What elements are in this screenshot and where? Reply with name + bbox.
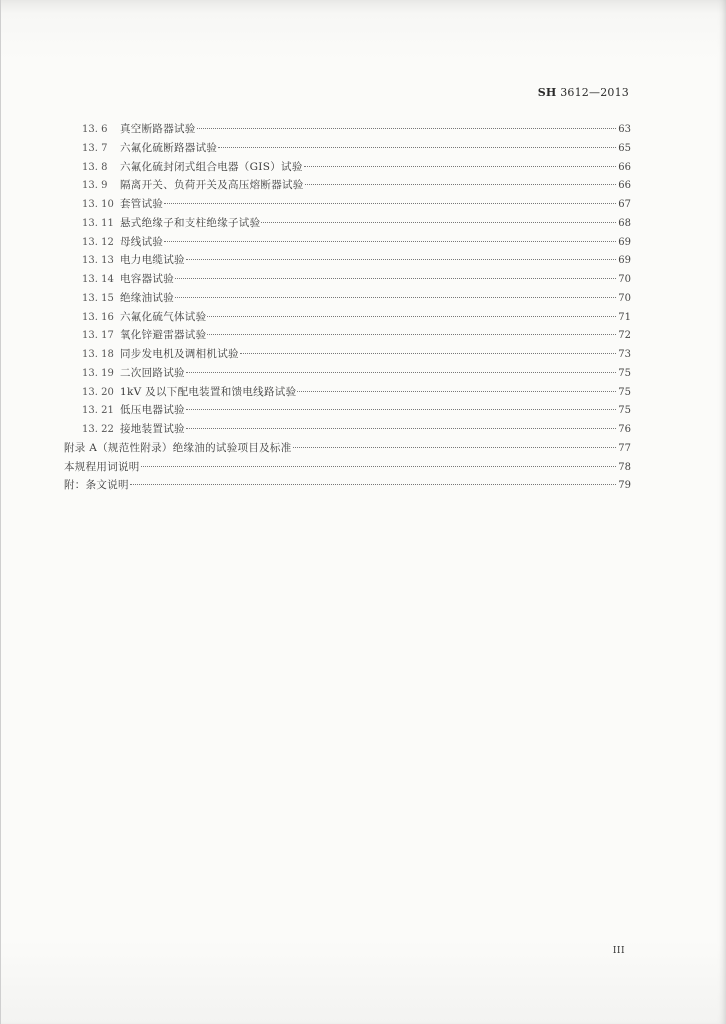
- toc-leader-dots: [130, 484, 616, 485]
- toc-entry-number: 13. 7: [82, 142, 108, 154]
- toc-entry[interactable]: [64, 421, 631, 440]
- toc-entry-page: 63: [618, 124, 631, 135]
- toc-entry-title: 接地装置试验: [120, 423, 185, 435]
- toc-entry-number: 13. 18: [82, 349, 114, 360]
- toc-entry-title: 六氟化硫断路器试验: [120, 141, 218, 154]
- toc-leader-dots: [305, 184, 616, 185]
- toc-entry-page: 67: [618, 199, 631, 210]
- toc-leader-dots: [297, 391, 616, 392]
- toc-entry-page: 76: [618, 424, 631, 435]
- toc-leader-dots: [293, 447, 616, 448]
- toc-entry-number: 13. 13: [82, 255, 114, 267]
- toc-entry-page: 78: [618, 461, 631, 473]
- standard-code: SH: [537, 86, 557, 99]
- toc-leader-dots: [186, 372, 616, 373]
- toc-entry-page: 65: [618, 142, 631, 154]
- toc-entry-page: 70: [618, 292, 631, 304]
- toc-entry-title: 母线试验: [120, 235, 164, 248]
- toc-leader-dots: [304, 166, 616, 167]
- toc-leader-dots: [218, 147, 616, 148]
- toc-entry-number: 13. 21: [82, 405, 114, 417]
- toc-entry[interactable]: [64, 327, 631, 346]
- toc-leader-dots: [197, 128, 616, 129]
- toc-leader-dots: [141, 466, 616, 467]
- toc-entry-title: 1kV 及以下配电装置和馈电线路试验: [120, 385, 297, 398]
- toc-entry-number: 13. 19: [82, 367, 114, 379]
- toc-leader-dots: [175, 278, 616, 279]
- toc-entry-number: 13. 9: [82, 180, 108, 192]
- toc-leader-dots: [186, 409, 616, 410]
- toc-entry-title: 电容器试验: [120, 273, 174, 285]
- toc-entry-page: 69: [618, 236, 631, 248]
- page-number: III: [612, 946, 625, 956]
- toc-leader-dots: [207, 334, 616, 335]
- toc-entry[interactable]: [64, 234, 631, 253]
- toc-entry-page: 73: [618, 349, 631, 360]
- toc-entry-number: 13. 15: [82, 292, 114, 304]
- toc-entry[interactable]: [64, 252, 631, 271]
- toc-entry-title: 本规程用词说明: [64, 460, 140, 473]
- toc-entry-page: 79: [618, 480, 631, 492]
- toc-entry[interactable]: [64, 121, 631, 140]
- toc-entry-page: 66: [618, 180, 631, 192]
- toc-entry-page: 71: [618, 311, 631, 323]
- toc-leader-dots: [207, 316, 616, 317]
- toc-entry-title: 悬式绝缘子和支柱绝缘子试验: [120, 216, 261, 229]
- toc-entry-wording[interactable]: [64, 459, 631, 478]
- page-header: [538, 86, 629, 99]
- toc-entry-appendix[interactable]: [64, 440, 631, 459]
- toc-leader-dots: [175, 297, 616, 298]
- toc-entry[interactable]: [64, 177, 631, 196]
- toc-entry-number: 13. 10: [82, 199, 114, 210]
- toc-entry-number: 13. 8: [82, 161, 108, 173]
- toc-entry-title: 氧化锌避雷器试验: [120, 329, 207, 342]
- toc-leader-dots: [164, 203, 616, 204]
- toc-entry-page: 70: [618, 274, 631, 285]
- toc-entry-title: 同步发电机及调相机试验: [120, 348, 239, 360]
- toc-entry-title: 绝缘油试验: [120, 291, 174, 304]
- toc-entry[interactable]: [64, 290, 631, 309]
- toc-leader-dots: [186, 428, 616, 429]
- toc-entry-number: 13. 11: [82, 217, 114, 229]
- toc-entry-page: 72: [618, 330, 631, 342]
- toc-entry-title: 六氟化硫气体试验: [120, 310, 207, 323]
- toc-entry-number: 13. 6: [82, 124, 108, 135]
- toc-entry[interactable]: [64, 346, 631, 365]
- toc-entry[interactable]: [64, 365, 631, 384]
- toc-entry-page: 75: [618, 367, 631, 379]
- toc-entry[interactable]: [64, 271, 631, 290]
- toc-entry[interactable]: [64, 402, 631, 421]
- toc-entry-page: 69: [618, 255, 631, 267]
- toc-entry-number: 13. 20: [82, 386, 114, 398]
- toc-entry-number: 13. 14: [82, 274, 114, 285]
- toc-leader-dots: [186, 259, 616, 260]
- toc-entry-page: 77: [618, 442, 631, 454]
- toc-entry-page: 66: [618, 161, 631, 173]
- toc-entry-title: 套管试验: [120, 198, 164, 210]
- standard-number: 3612—2013: [560, 86, 629, 99]
- toc-entry-number: 13. 22: [82, 424, 114, 435]
- toc-entry-title: 隔离开关、负荷开关及高压熔断器试验: [120, 179, 304, 192]
- toc-leader-dots: [164, 241, 616, 242]
- toc-entry-title: 附录 A（规范性附录）绝缘油的试验项目及标准: [64, 441, 292, 454]
- toc-entry[interactable]: [64, 309, 631, 328]
- toc-entry-title: 低压电器试验: [120, 404, 185, 417]
- toc-entry[interactable]: [64, 384, 631, 403]
- toc-leader-dots: [261, 222, 616, 223]
- toc-entry-explanation[interactable]: [64, 477, 631, 496]
- toc-entry-number: 13. 17: [82, 330, 114, 342]
- toc-entry-page: 75: [618, 386, 631, 398]
- table-of-contents: [64, 121, 631, 496]
- toc-entry-title: 二次回路试验: [120, 366, 185, 379]
- toc-leader-dots: [240, 353, 616, 354]
- toc-entry[interactable]: [64, 140, 631, 159]
- toc-entry-title: 六氟化硫封闭式组合电器（GIS）试验: [120, 160, 303, 173]
- toc-entry-page: 75: [618, 405, 631, 417]
- toc-entry-number: 13. 12: [82, 236, 114, 248]
- toc-entry-number: 13. 16: [82, 311, 114, 323]
- toc-entry[interactable]: [64, 215, 631, 234]
- toc-entry[interactable]: [64, 159, 631, 178]
- toc-entry-title: 真空断路器试验: [120, 123, 196, 135]
- toc-entry-page: 68: [618, 217, 631, 229]
- toc-entry[interactable]: [64, 196, 631, 215]
- toc-entry-title: 电力电缆试验: [120, 254, 185, 267]
- toc-entry-title: 附：条文说明: [64, 479, 129, 492]
